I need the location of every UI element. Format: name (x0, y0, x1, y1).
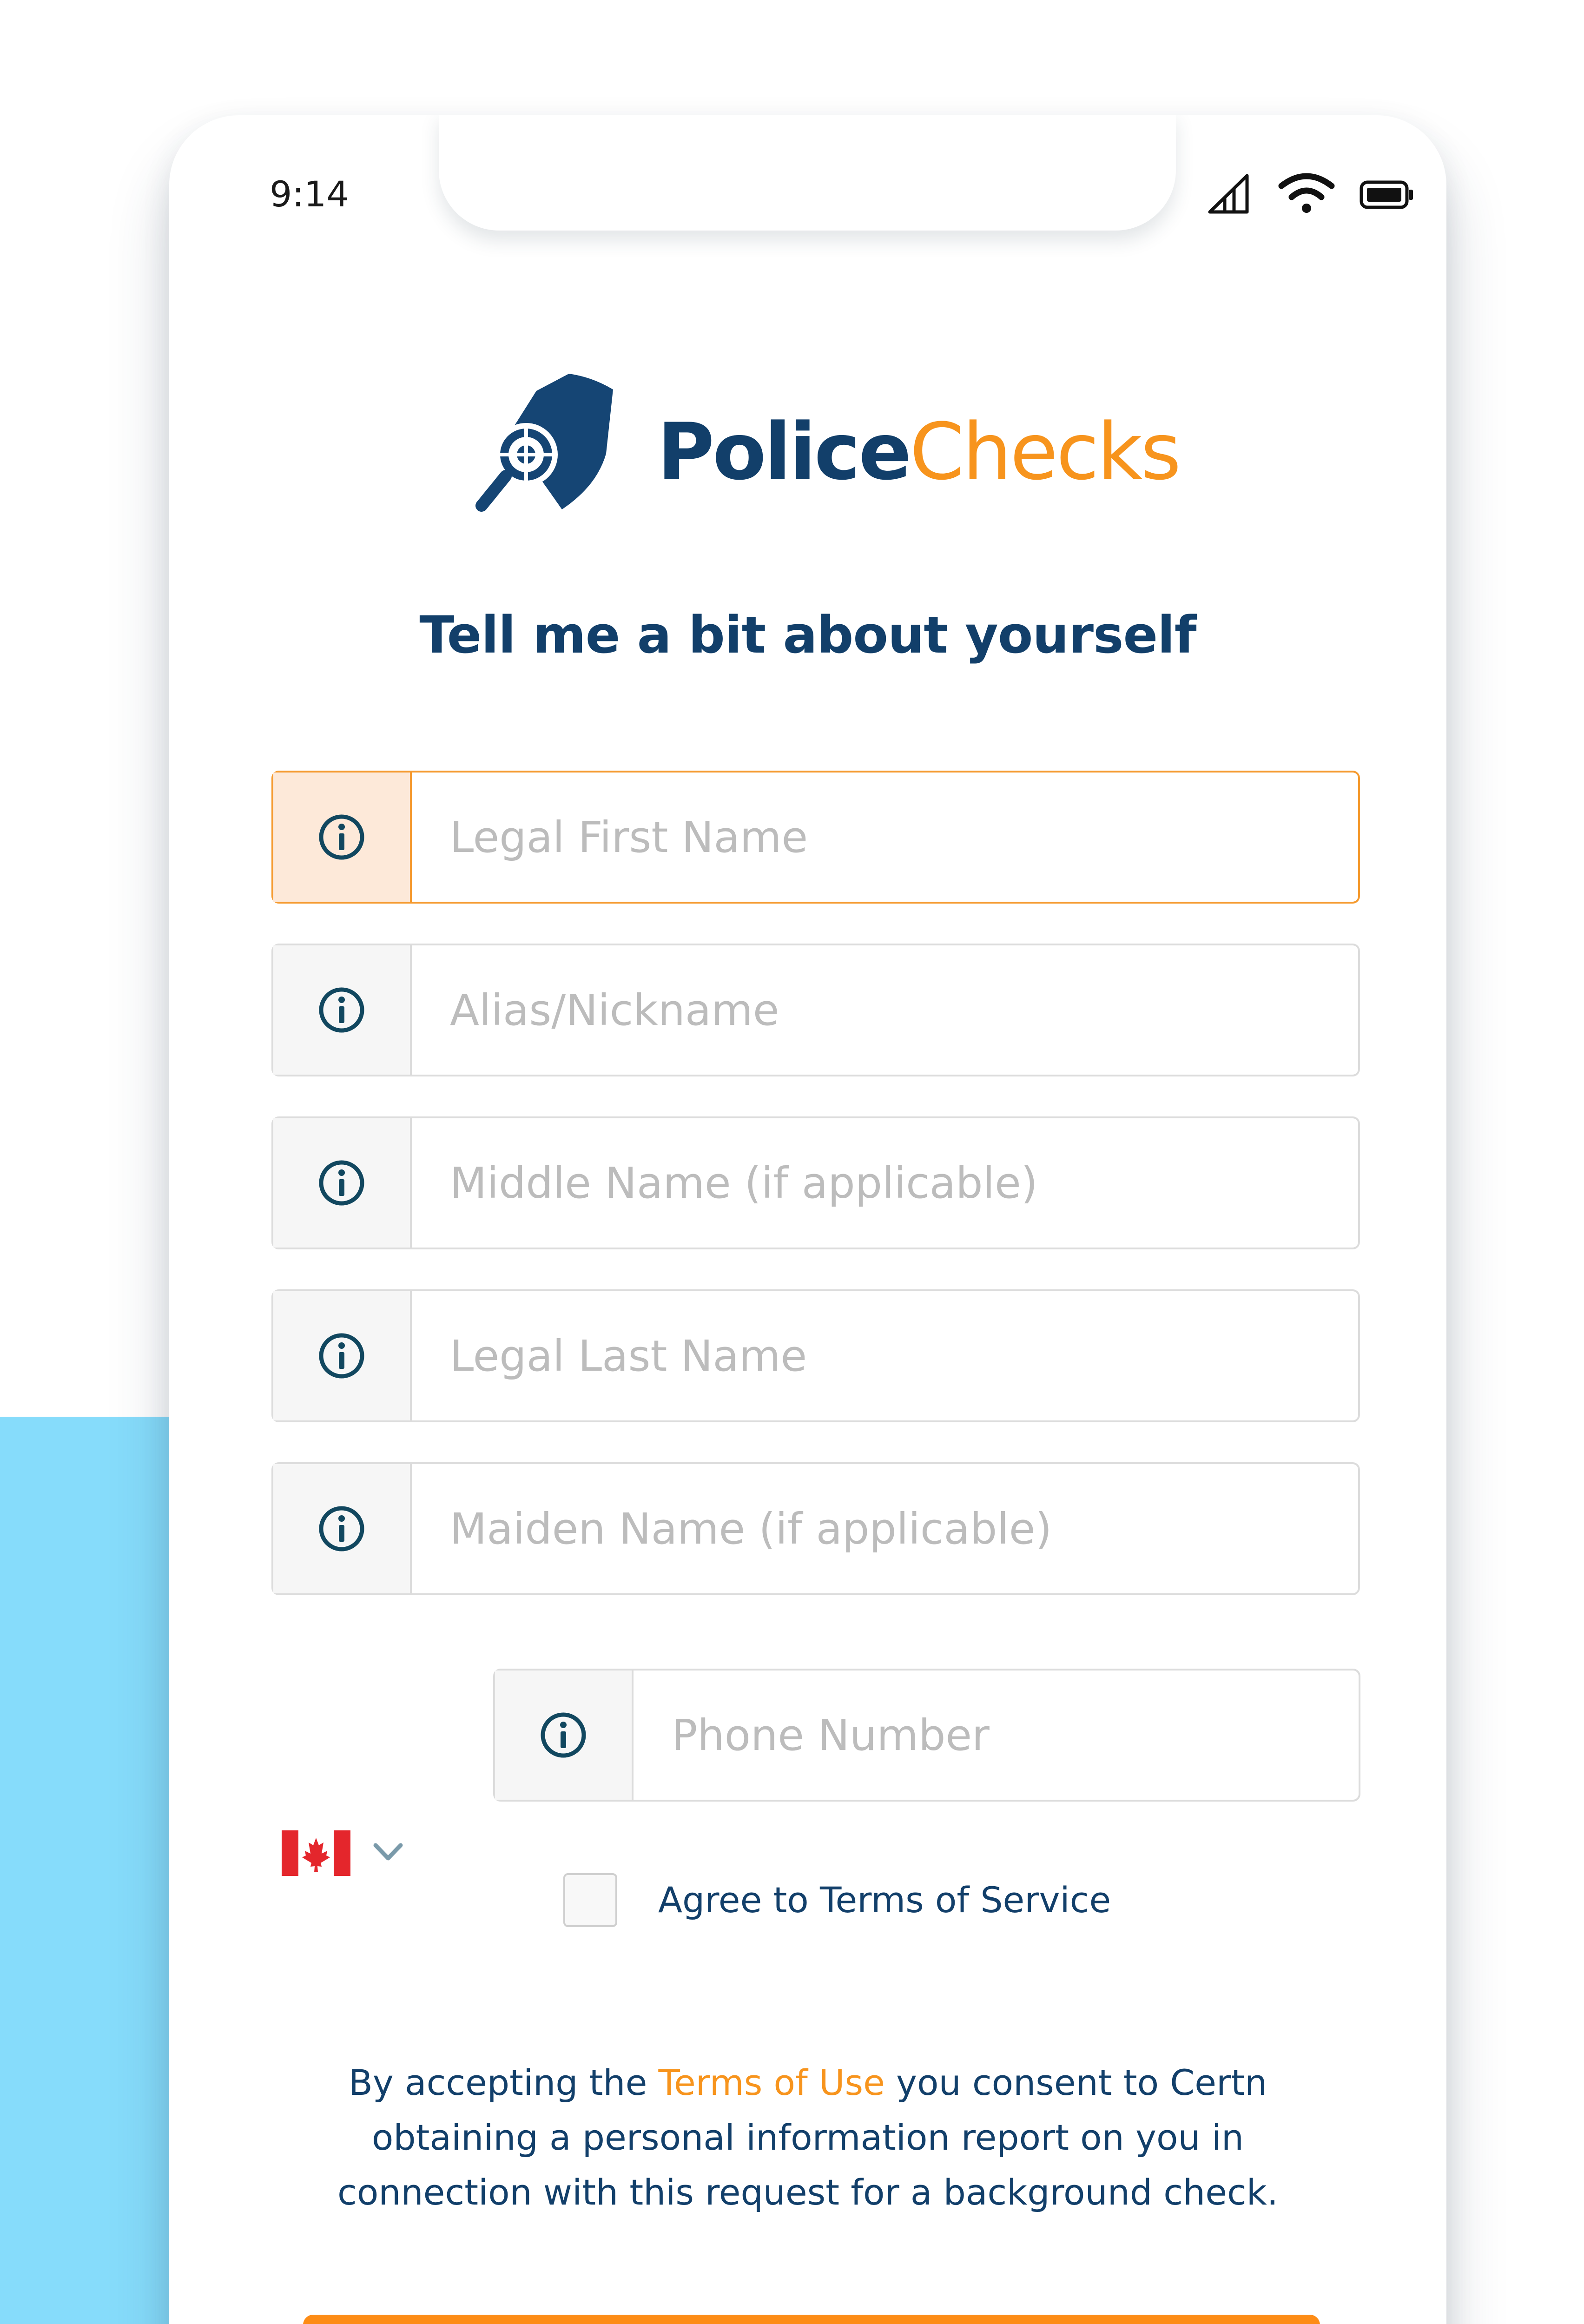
form-title: Tell me a bit about yourself (419, 605, 1196, 665)
legal-last-name-field[interactable] (271, 1289, 1360, 1422)
brand-name-part1: Police (657, 406, 910, 497)
submit-button[interactable] (303, 2315, 1320, 2324)
info-button[interactable] (273, 772, 412, 902)
info-button[interactable] (273, 1291, 412, 1420)
terms-checkbox-label[interactable]: Agree to Terms of Service (658, 1879, 1111, 1921)
info-button[interactable] (273, 1118, 412, 1248)
info-button[interactable] (273, 1464, 412, 1593)
field-placeholder: Legal Last Name (450, 1331, 807, 1381)
terms-checkbox[interactable] (563, 1873, 617, 1927)
consent-text-before: By accepting the (348, 2062, 659, 2103)
info-icon (317, 1505, 366, 1553)
phone-frame (169, 115, 1446, 2324)
terms-of-use-link[interactable]: Terms of Use (658, 2062, 885, 2103)
consent-text-after: you consent to Certn obtaining a personal information report on you in connection with this request for a background check. (337, 2062, 1278, 2213)
chevron-down-icon[interactable] (372, 1840, 404, 1864)
info-icon (317, 1332, 366, 1380)
consent-text (309, 2055, 1307, 2220)
field-placeholder: Middle Name (if applicable) (450, 1158, 1038, 1208)
phone-notch (439, 115, 1176, 231)
phone-number-placeholder: Phone Number (672, 1710, 990, 1760)
info-icon (317, 1159, 366, 1207)
phone-number-field[interactable] (493, 1669, 1360, 1802)
info-icon (317, 986, 366, 1034)
brand-name-part2: Checks (910, 406, 1180, 497)
shield-magnifier-logo-icon (471, 370, 625, 523)
status-time: 9:14 (270, 173, 349, 215)
canada-flag-icon[interactable] (282, 1830, 350, 1876)
info-icon (317, 813, 366, 861)
wifi-icon (1278, 172, 1335, 214)
brand-wordmark (657, 406, 1180, 497)
field-placeholder: Alias/Nickname (450, 985, 779, 1035)
cellular-signal-icon (1208, 174, 1250, 214)
field-placeholder: Legal First Name (450, 812, 808, 862)
maiden-name-field[interactable] (271, 1462, 1360, 1595)
alias-nickname-field[interactable] (271, 944, 1360, 1076)
legal-first-name-field[interactable] (271, 771, 1360, 904)
info-button[interactable] (273, 945, 412, 1075)
info-button[interactable] (495, 1670, 634, 1800)
info-icon (539, 1711, 587, 1759)
brand-logo (471, 370, 1180, 542)
battery-icon (1360, 180, 1414, 209)
field-placeholder: Maiden Name (if applicable) (450, 1504, 1052, 1554)
middle-name-field[interactable] (271, 1116, 1360, 1249)
